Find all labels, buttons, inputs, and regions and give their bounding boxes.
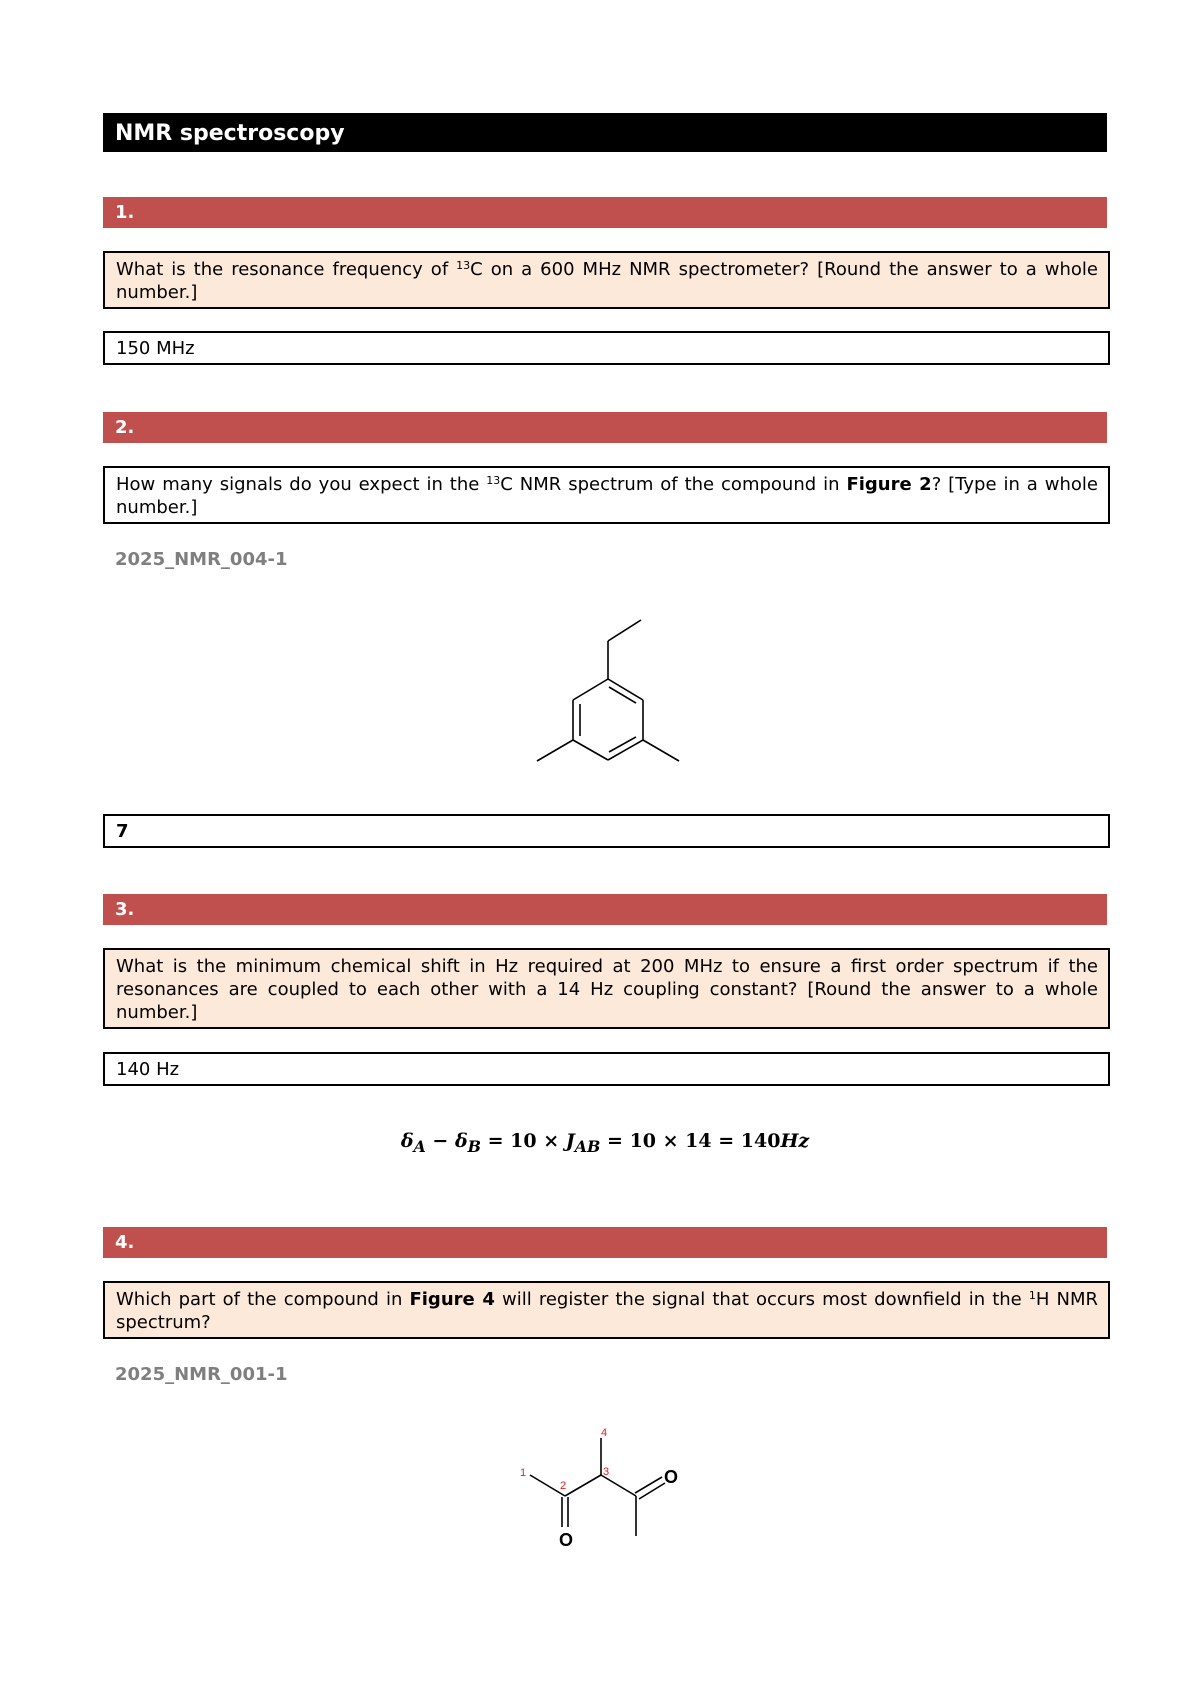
- question-1-text: What is the resonance frequency of $^{13}$C on a 600 MHz NMR spectrometer? [Round the answer to a whole number.]: [103, 251, 1110, 309]
- oxygen-label: O: [664, 1467, 679, 1487]
- atom-label-4: 4: [601, 1427, 608, 1439]
- question-1-header: 1.: [103, 197, 1107, 228]
- atom-label-3: 3: [603, 1466, 610, 1478]
- atom-label-2: 2: [560, 1480, 567, 1492]
- question-3-text: What is the minimum chemical shift in Hz required at 200 MHz to ensure a first order spectrum if the resonances are coupled to each other with a 14 Hz coupling constant? [Round the answer to a whole number.]: [103, 948, 1110, 1029]
- question-3-header: 3.: [103, 894, 1107, 925]
- atom-label-1: 1: [520, 1467, 527, 1479]
- question-2-text: How many signals do you expect in the $^{13}$C NMR spectrum of the compound in Figure 2? [Type in a whole number.]: [103, 466, 1110, 524]
- question-4-text: Which part of the compound in Figure 4 will register the signal that occurs most downfield in the $^1$H NMR spectrum?: [103, 1281, 1110, 1339]
- figure-code: 2025_NMR_001-1: [115, 1364, 288, 1385]
- question-1-answer-field[interactable]: 150 MHz: [103, 331, 1110, 365]
- question-2-header: 2.: [103, 412, 1107, 443]
- question-4-header: 4.: [103, 1227, 1107, 1258]
- figure-code: 2025_NMR_004-1: [115, 549, 288, 570]
- oxygen-label: O: [559, 1530, 574, 1550]
- question-3-answer-field[interactable]: 140 Hz: [103, 1052, 1110, 1086]
- question-2-answer-field[interactable]: 7: [103, 814, 1110, 848]
- equation: $\delta_A - \delta_B = 10 \times J_{AB} = 10 \times 14 = 140Hz$: [400, 1130, 810, 1156]
- page-title: NMR spectroscopy: [103, 113, 1107, 152]
